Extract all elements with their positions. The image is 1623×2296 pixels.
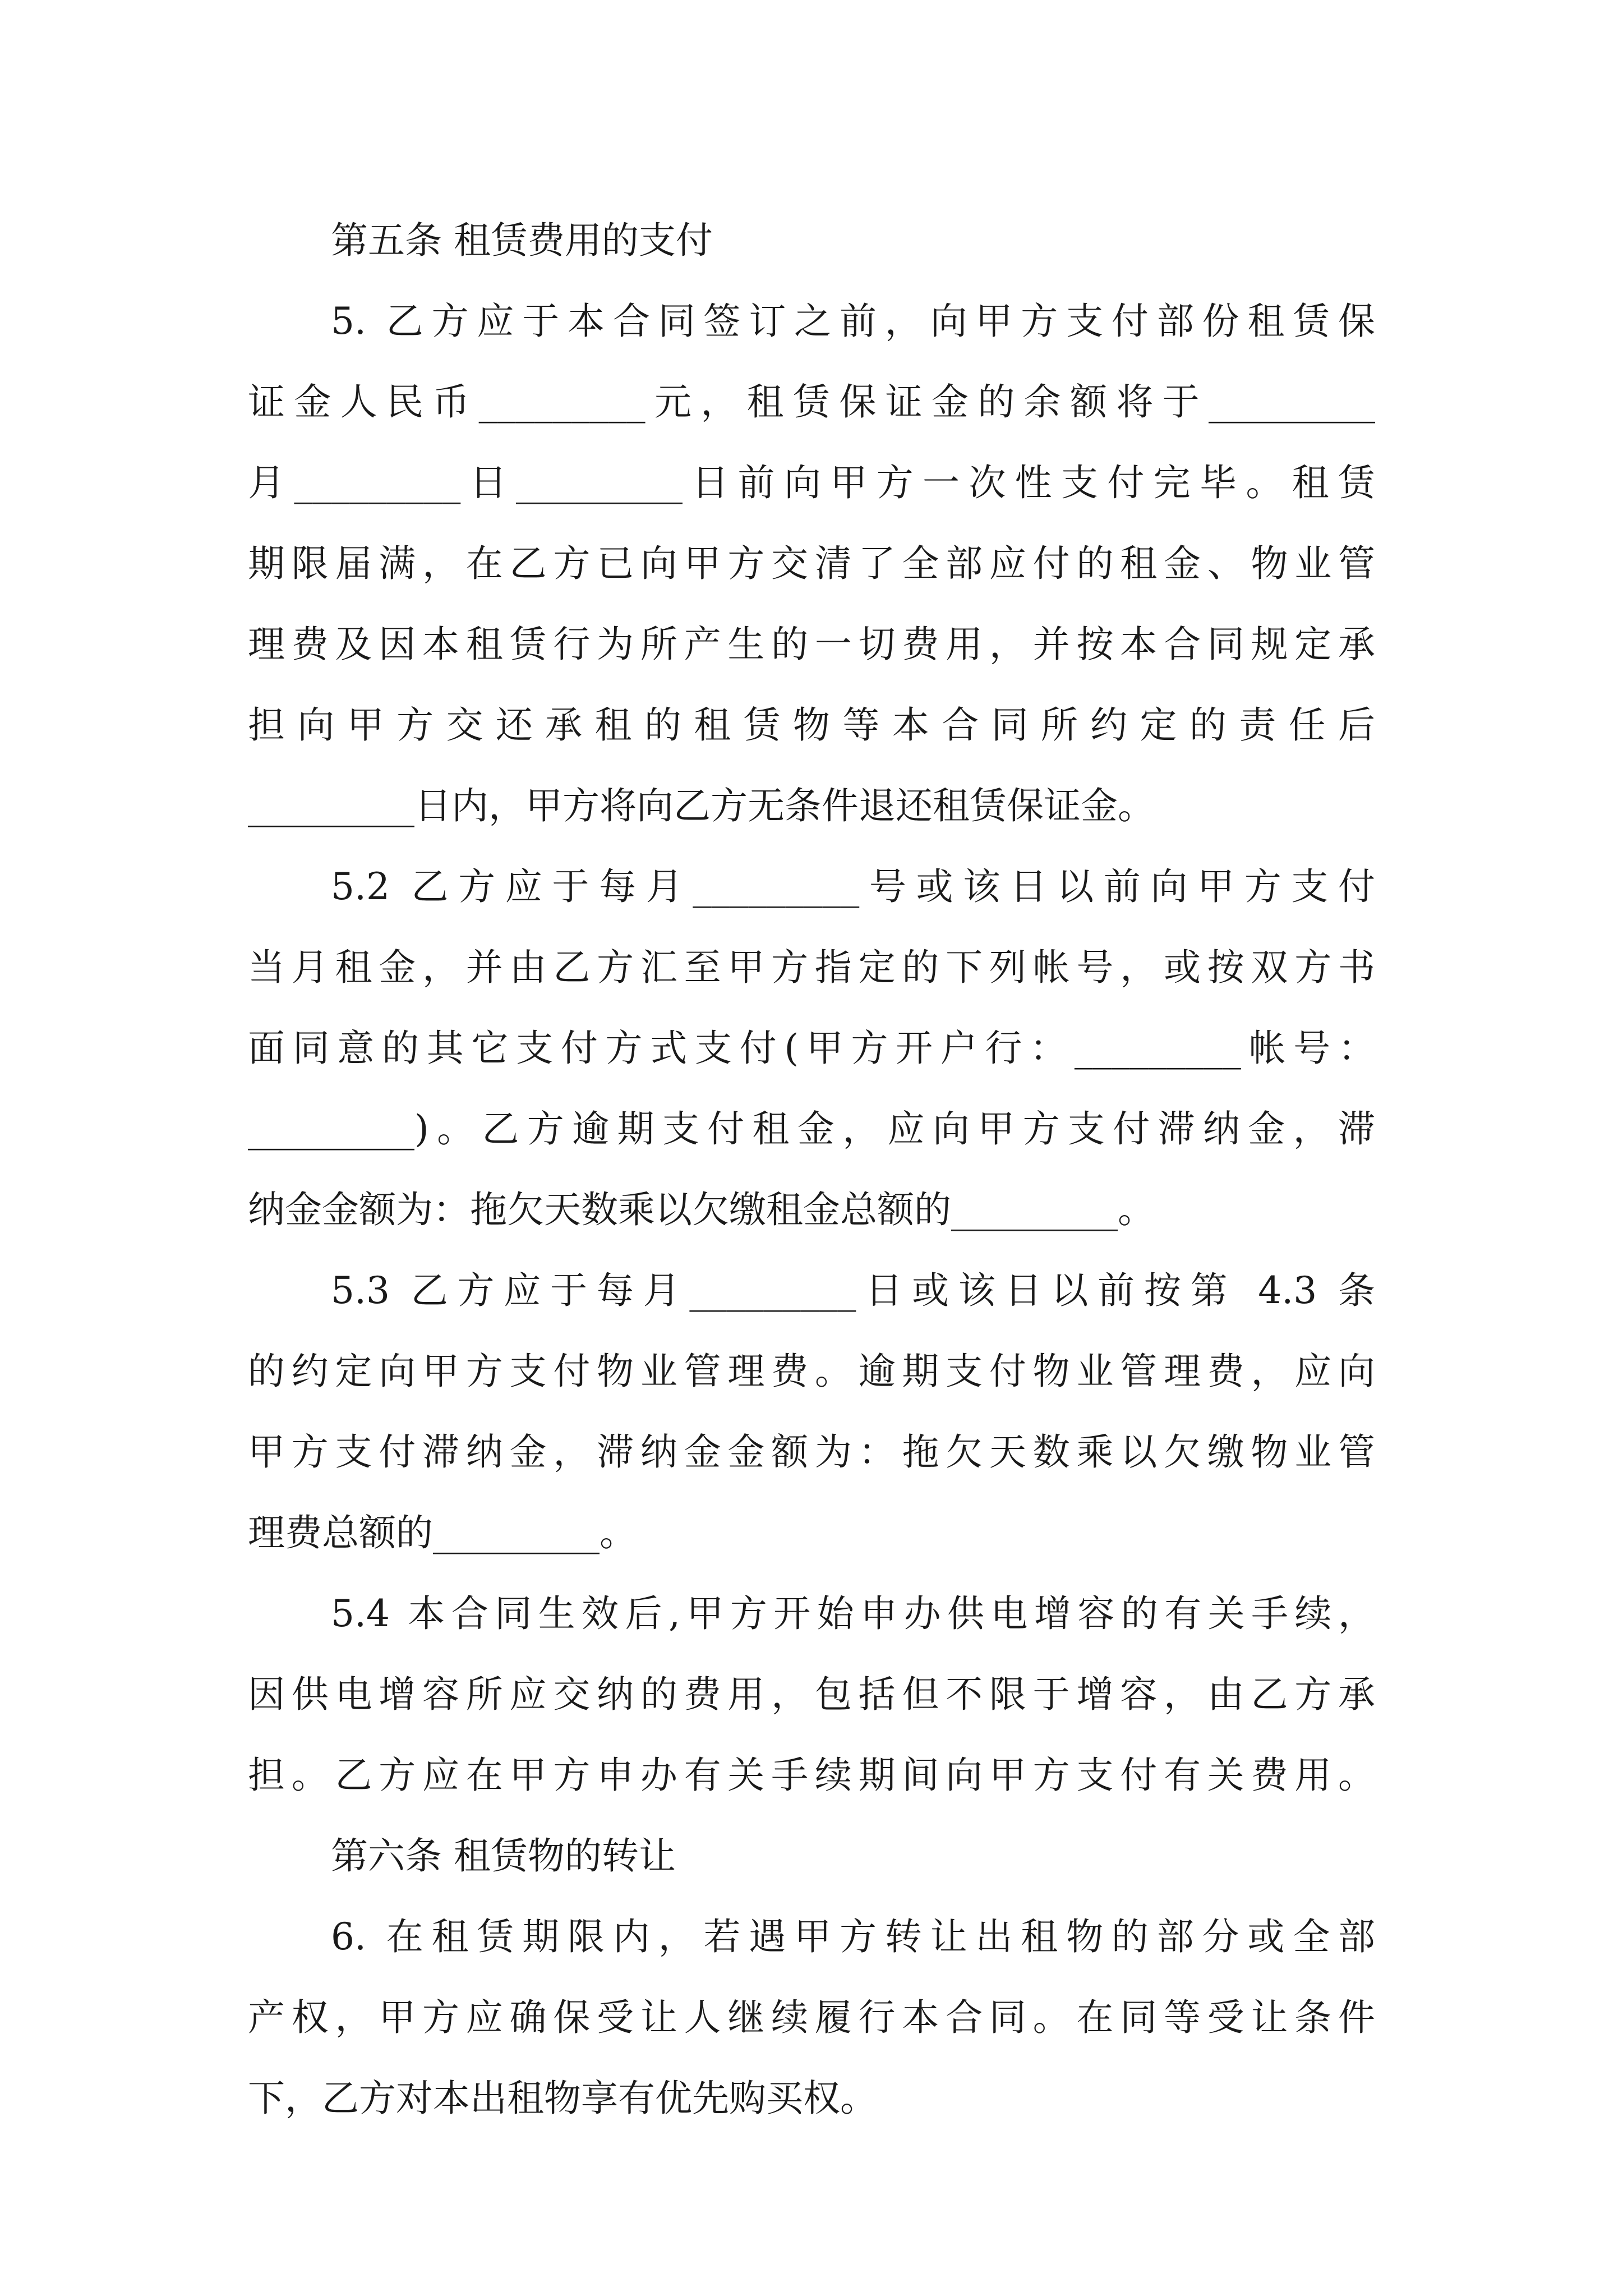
paragraph-line: 理费及因本租赁行为所产生的一切费用，并按本合同规定承	[248, 623, 1375, 666]
paragraph-line: 当月租金，并由乙方汇至甲方指定的下列帐号，或按双方书	[248, 946, 1375, 989]
paragraph-line: 的约定向甲方支付物业管理费。逾期支付物业管理费，应向	[248, 1350, 1375, 1393]
paragraph-line: 6. 在租赁期限内，若遇甲方转让出租物的部分或全部	[331, 1915, 1375, 1958]
article-5-heading: 第五条 租赁费用的支付	[331, 219, 713, 262]
article-6-heading: 第六条 租赁物的转让	[331, 1834, 676, 1878]
paragraph-line: 5.3 乙方应于每月_________日或该日以前按第 4.3 条	[331, 1269, 1375, 1312]
paragraph-line: 5.2 乙方应于每月_________号或该日以前向甲方支付	[331, 865, 1375, 908]
paragraph-line: 纳金金额为：拖欠天数乘以欠缴租金总额的_________。	[248, 1188, 1155, 1231]
paragraph-line: _________日内，甲方将向乙方无条件退还租赁保证金。	[248, 784, 1155, 827]
paragraph-line: 担。乙方应在甲方申办有关手续期间向甲方支付有关费用。	[248, 1754, 1375, 1797]
paragraph-line: 5. 乙方应于本合同签订之前，向甲方支付部份租赁保	[331, 300, 1375, 343]
paragraph-line: 证金人民币_________元，租赁保证金的余额将于_________	[248, 380, 1375, 424]
paragraph-line: 理费总额的_________。	[248, 1511, 637, 1554]
paragraph-line: 5.4 本合同生效后,甲方开始申办供电增容的有关手续，	[331, 1592, 1375, 1635]
paragraph-line: 产权，甲方应确保受让人继续履行本合同。在同等受让条件	[248, 1996, 1375, 2039]
paragraph-line: 担向甲方交还承租的租赁物等本合同所约定的责任后	[248, 703, 1375, 747]
paragraph-line: 甲方支付滞纳金，滞纳金金额为：拖欠天数乘以欠缴物业管	[248, 1430, 1375, 1474]
paragraph-line: _________)。乙方逾期支付租金，应向甲方支付滞纳金，滞	[248, 1107, 1375, 1151]
paragraph-line: 面同意的其它支付方式支付(甲方开户行：_________帐号：	[248, 1027, 1375, 1070]
paragraph-line: 下，乙方对本出租物享有优先购买权。	[248, 2077, 877, 2120]
paragraph-line: 月_________日_________日前向甲方一次性支付完毕。租赁	[248, 461, 1375, 504]
paragraph-line: 因供电增容所应交纳的费用，包括但不限于增容，由乙方承	[248, 1673, 1375, 1716]
paragraph-line: 期限届满，在乙方已向甲方交清了全部应付的租金、物业管	[248, 542, 1375, 585]
